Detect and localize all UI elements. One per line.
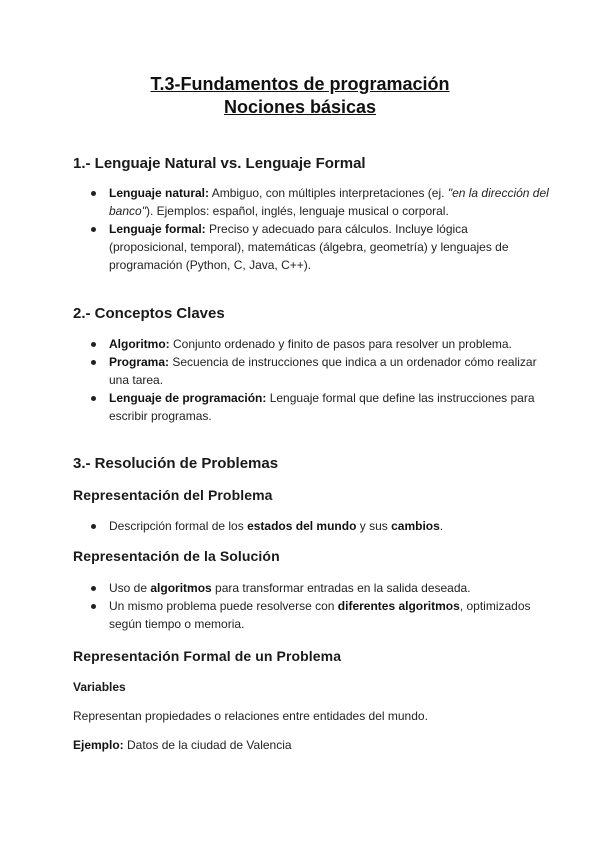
item-example-italic: "en la dirección del banco" bbox=[109, 186, 549, 218]
example-paragraph bbox=[73, 736, 533, 754]
item-text: Conjunto ordenado y finito de pasos para resolver un problema. bbox=[169, 337, 512, 351]
section-3-heading: 3.- Resolución de Problemas bbox=[73, 455, 279, 472]
variables-heading: Variables bbox=[73, 680, 126, 694]
section-1-list bbox=[73, 184, 549, 274]
section-2-list bbox=[73, 335, 549, 425]
item-text: Secuencia de instrucciones que indica a un ordenador cómo realizar una tarea. bbox=[109, 355, 537, 387]
item-text: , optimizados según tiempo o memoria. bbox=[109, 599, 531, 631]
term-label: Algoritmo: bbox=[109, 337, 170, 351]
example-label: Ejemplo: bbox=[73, 738, 124, 752]
item-text: Lenguaje formal que define las instrucciones para escribir programas. bbox=[109, 391, 535, 423]
subsection-solution-heading: Representación de la Solución bbox=[73, 548, 280, 564]
item-text: ). Ejemplos: español, inglés, lenguaje musical o corporal. bbox=[145, 204, 449, 218]
subsection-formal-heading: Representación Formal de un Problema bbox=[73, 648, 342, 664]
section-1-heading: 1.- Lenguaje Natural vs. Lenguaje Formal bbox=[73, 155, 366, 172]
list-item-uso-algoritmos bbox=[109, 579, 549, 597]
document-subtitle: Nociones básicas bbox=[223, 97, 377, 117]
item-bold: algoritmos bbox=[150, 581, 212, 595]
list-item-algoritmo bbox=[109, 335, 549, 353]
list-item-diferentes-algoritmos bbox=[109, 597, 549, 633]
list-item-programa bbox=[109, 353, 549, 389]
item-bold: cambios bbox=[391, 519, 440, 533]
term-label: Programa: bbox=[109, 355, 170, 369]
list-item-lenguaje-formal bbox=[109, 220, 549, 274]
item-text: Ambiguo, con múltiples interpretaciones (ej. bbox=[209, 186, 448, 200]
list-item-lenguaje-de-programacion bbox=[109, 389, 549, 425]
subsection-problem-heading: Representación del Problema bbox=[73, 487, 273, 503]
item-bold: estados del mundo bbox=[247, 519, 357, 533]
item-text: para transformar entradas en la salida deseada. bbox=[211, 581, 471, 595]
list-item-lenguaje-natural bbox=[109, 184, 549, 220]
term-label: Lenguaje natural: bbox=[109, 186, 210, 200]
item-bold: diferentes algoritmos bbox=[337, 599, 460, 613]
item-text: Preciso y adecuado para cálculos. Incluye lógica (proposicional, temporal), matemáticas (álgebra, geometría) y lenguajes de programación (Python, C, Java, C++). bbox=[109, 222, 509, 272]
item-text: Un mismo problema puede resolverse con bbox=[109, 599, 338, 613]
item-text: Uso de bbox=[109, 581, 151, 595]
variables-description: Representan propiedades o relaciones entre entidades del mundo. bbox=[73, 709, 428, 723]
subsection-solution-list bbox=[73, 579, 549, 633]
document-title: T.3-Fundamentos de programación bbox=[150, 74, 450, 94]
example-text: Datos de la ciudad de Valencia bbox=[123, 738, 292, 752]
item-text: Descripción formal de los bbox=[109, 519, 248, 533]
term-label: Lenguaje de programación: bbox=[109, 391, 267, 405]
subsection-problem-list bbox=[73, 517, 549, 535]
section-2-heading: 2.- Conceptos Claves bbox=[73, 305, 225, 322]
item-text: y sus bbox=[356, 519, 392, 533]
item-text: . bbox=[439, 519, 444, 533]
term-label: Lenguaje formal: bbox=[109, 222, 206, 236]
list-item-descripcion bbox=[109, 517, 549, 535]
